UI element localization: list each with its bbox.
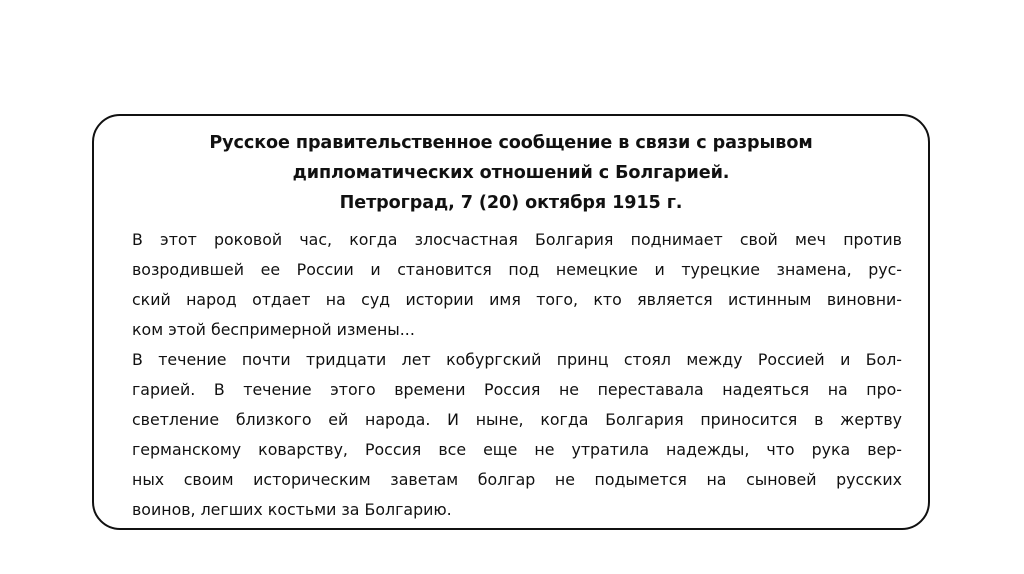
body-line: ком этой беспримерной измены... — [132, 320, 415, 339]
title-line: Русское правительственное сообщение в связи с разрывом — [209, 133, 813, 153]
document-body — [132, 225, 902, 525]
body-line: возродившей ее России и становится под немецкие и турецкие знамена, рус- — [132, 260, 902, 279]
body-line: гарией. В течение этого времени Россия не переставала надеяться на про- — [132, 380, 902, 399]
body-line: светление близкого ей народа. И ныне, когда Болгария приносится в жертву — [132, 410, 902, 429]
body-line: ных своим историческим заветам болгар не подымется на сыновей русских — [132, 470, 902, 489]
document-title — [92, 128, 930, 218]
body-line: германскому коварству, Россия все еще не утратила надежды, что рука вер- — [132, 440, 902, 459]
body-line: В этот роковой час, когда злосчастная Болгария поднимает свой меч против — [132, 230, 902, 249]
body-line: В течение почти тридцати лет кобургский принц стоял между Россией и Бол- — [132, 350, 902, 369]
body-line: воинов, легших костьми за Болгарию. — [132, 500, 452, 519]
body-line: ский народ отдает на суд истории имя того, кто является истинным виновни- — [132, 290, 902, 309]
title-date-line: Петроград, 7 (20) октября 1915 г. — [339, 193, 683, 213]
title-line: дипломатических отношений с Болгарией. — [292, 163, 730, 183]
